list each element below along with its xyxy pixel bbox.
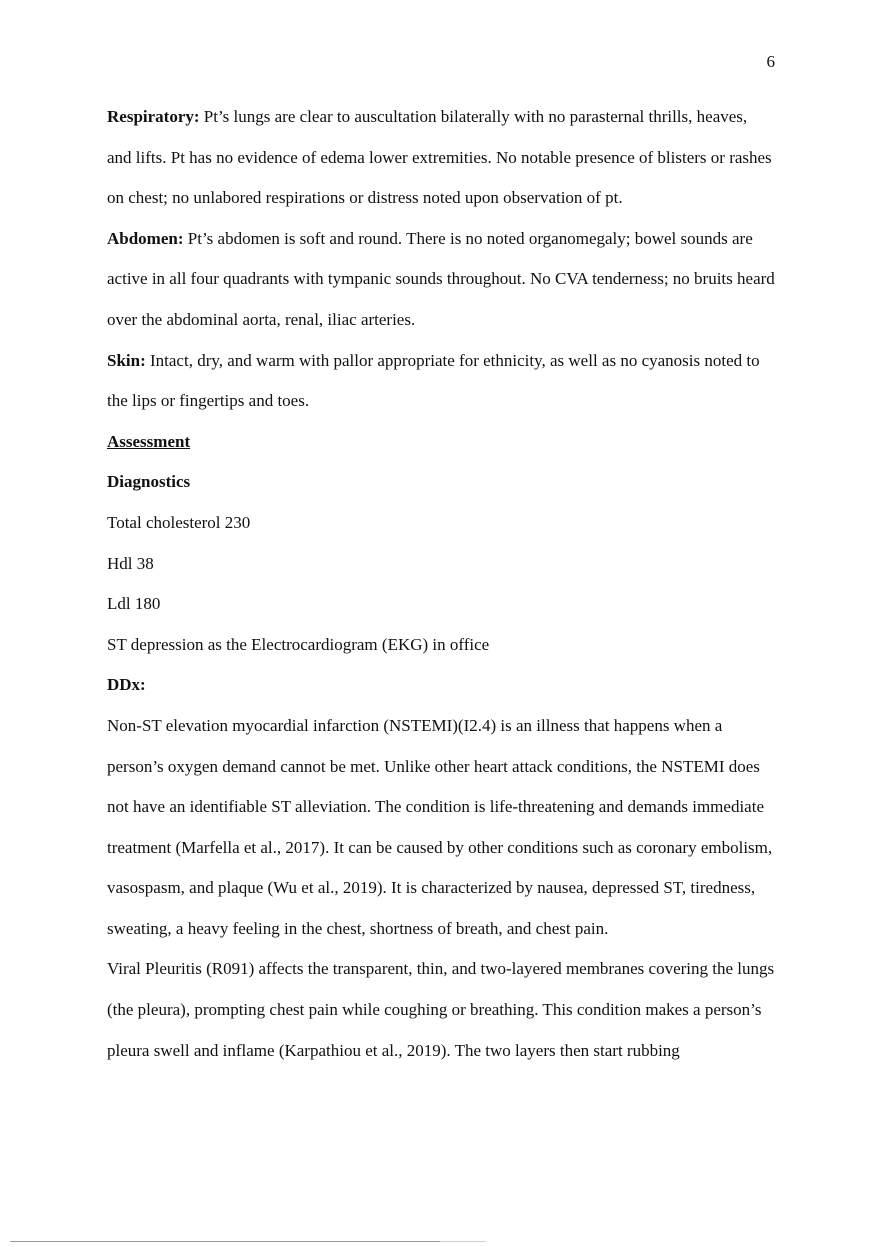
respiratory-text: Pt’s lungs are clear to auscultation bilaterally with no parasternal thrills, heaves, and lifts. Pt has no evidence of edema lower extremities. No notable presence of blisters or rashes on chest; no unlabored respirations or distress noted upon observation of pt. xyxy=(107,107,772,208)
ddx-heading: DDx: xyxy=(107,675,146,695)
diagnostic-item: Hdl 38 xyxy=(107,553,154,573)
document-body xyxy=(107,97,775,1071)
abdomen-label: Abdomen: xyxy=(107,228,184,248)
respiratory-label: Respiratory: xyxy=(107,107,200,126)
skin-label: Skin: xyxy=(107,350,146,370)
ddx-paragraph-nstemi: Non-ST elevation myocardial infarction (NSTEMI)(I2.4) is an illness that happens when a person’s oxygen demand cannot be met. Unlike other heart attack conditions, the NSTEMI does not have an identifiable ST alleviation. The condition is life-threatening and demands immediate treatment (Marfella et al., 2017). It can be caused by other conditions such as coronary embolism, vasospasm, and plaque (Wu et al., 2019). It is characterized by nausea, depressed ST, tiredness, sweating, a heavy feeling in the chest, shortness of breath, and chest pain. xyxy=(107,715,773,938)
ddx-paragraph-pleuritis: Viral Pleuritis (R091) affects the transparent, thin, and two-layered membranes covering the lungs (the pleura), prompting chest pain while coughing or breathing. This condition makes a person’s pleura swell and inflame (Karpathiou et al., 2019). The two layers then start rubbing xyxy=(107,959,775,1060)
abdomen-text: Pt’s abdomen is soft and round. There is no noted organomegaly; bowel sounds are active in all four quadrants with tympanic sounds throughout. No CVA tenderness; no bruits heard over the abdominal aorta, renal, iliac arteries. xyxy=(107,228,775,329)
diagnostic-item: ST depression as the Electrocardiogram (EKG) in office xyxy=(107,634,490,654)
footer-rule-extension xyxy=(440,1241,486,1242)
page-number: 6 xyxy=(766,52,775,71)
skin-paragraph xyxy=(107,341,775,422)
skin-text: Intact, dry, and warm with pallor appropriate for ethnicity, as well as no cyanosis noted to the lips or fingertips and toes. xyxy=(107,350,760,411)
footer-rule xyxy=(10,1241,440,1242)
abdomen-paragraph xyxy=(107,219,775,341)
assessment-heading: Assessment xyxy=(107,431,191,451)
diagnostic-item: Total cholesterol 230 xyxy=(107,512,251,532)
diagnostics-heading: Diagnostics xyxy=(107,472,191,492)
respiratory-paragraph xyxy=(107,97,775,219)
diagnostic-item: Ldl 180 xyxy=(107,594,161,614)
